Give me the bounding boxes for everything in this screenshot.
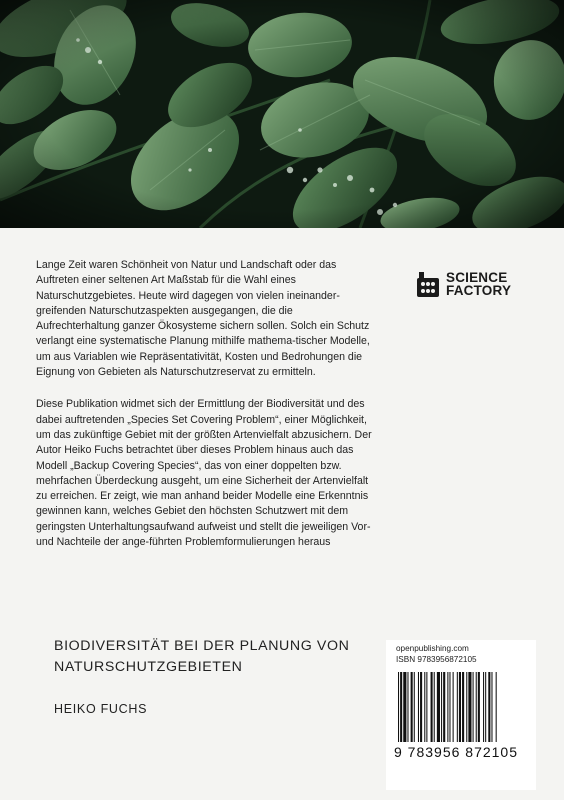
- blurb-paragraph-1: Lange Zeit waren Schönheit von Natur und Landschaft oder das Auftreten einer seltenen Art Maßstab für die Wahl eines Naturschutzgebietes. Heute wird dagegen von vielen ineinander-greifenden Naturschutzaspekten ausgegangen, die die Aufrechterhaltung ganzer Ökosysteme sichern sollen. Solch ein Schutz verlangt eine systematische Planung mithilfe mathema-tischer Modelle, um aus Variablen wie Repräsentativität, Kosten und Bedrohungen die Eignung von Gebieten als Naturschutzreservat zu ermitteln.: [36, 259, 370, 379]
- author-name: HEIKO FUCHS: [54, 702, 148, 716]
- logo-line-1: SCIENCE: [446, 270, 508, 285]
- publisher-url: openpublishing.com: [396, 644, 469, 653]
- blurb-paragraph-2: Diese Publikation widmet sich der Ermittlung der Biodiversität und des dabei auftretenden „Species Set Covering Problem“, einer Möglichkeit, um das zukünftige Gebiet mit der größten Artenvielfalt abzusichern. Der Autor Heiko Fuchs betrachtet über dieses Problem hinaus auch das Modell „Backup Covering Species“, das von einer doppelten bzw. mehrfachen Überdeckung ausgeht, um eine Sicherheit der Artenvielfalt zu erreichen. Er zeigt, wie man anhand beider Modelle eine Erkenntnis gewinnen kann, welches Gebiet den höchsten Schutzwert mit dem geringsten Unterhaltungsaufwand aufweist und stellt die jeweiligen Vor- und Nachteile der ange-führten Problemformulierungen heraus: [36, 398, 372, 549]
- isbn-label: ISBN 9783956872105: [396, 655, 477, 664]
- logo-wordmark: [446, 271, 511, 297]
- barcode-bar: [407, 672, 408, 742]
- barcode-bar: [478, 672, 480, 742]
- barcode-bar: [398, 672, 399, 742]
- barcode-bar: [462, 672, 464, 742]
- barcode-bar: [496, 672, 497, 742]
- leaves-illustration: [0, 0, 564, 228]
- barcode-bar: [424, 672, 425, 742]
- back-cover-blurb: [36, 258, 376, 567]
- barcode-bar: [483, 672, 484, 742]
- barcode-bar: [485, 672, 486, 742]
- barcode-bar: [466, 672, 467, 742]
- isbn-barcode: [396, 672, 532, 750]
- book-title-line-1: BIODIVERSITÄT BEI DER PLANUNG VON: [54, 638, 350, 654]
- barcode-bar: [488, 672, 490, 742]
- logo-line-2: FACTORY: [446, 283, 512, 298]
- barcode-bar: [414, 672, 415, 742]
- barcode-bar: [468, 672, 471, 742]
- barcode-bar: [441, 672, 442, 742]
- book-title: [54, 636, 384, 678]
- barcode-bar: [400, 672, 402, 742]
- barcode-bar: [431, 672, 433, 742]
- barcode-bar: [491, 672, 492, 742]
- barcode-bar: [473, 672, 474, 742]
- barcode-bar: [447, 672, 448, 742]
- barcode-bar: [403, 672, 406, 742]
- barcode-bar: [437, 672, 440, 742]
- barcode-bar: [418, 672, 419, 742]
- barcode-bar: [457, 672, 458, 742]
- science-factory-logo: [416, 268, 526, 300]
- barcode-bar: [453, 672, 454, 742]
- barcode-bar: [476, 672, 477, 742]
- barcode-bar: [449, 672, 450, 742]
- book-title-line-2: NATURSCHUTZGEBIETEN: [54, 659, 243, 675]
- barcode-bar: [420, 672, 422, 742]
- barcode-digits: 9 783956 872105: [394, 744, 518, 760]
- barcode-bar: [426, 672, 427, 742]
- cover-photo-leaves: [0, 0, 564, 228]
- factory-icon: [416, 270, 440, 298]
- barcode-bar: [459, 672, 461, 742]
- barcode-bar: [434, 672, 435, 742]
- barcode-bar: [411, 672, 413, 742]
- barcode-bar: [443, 672, 445, 742]
